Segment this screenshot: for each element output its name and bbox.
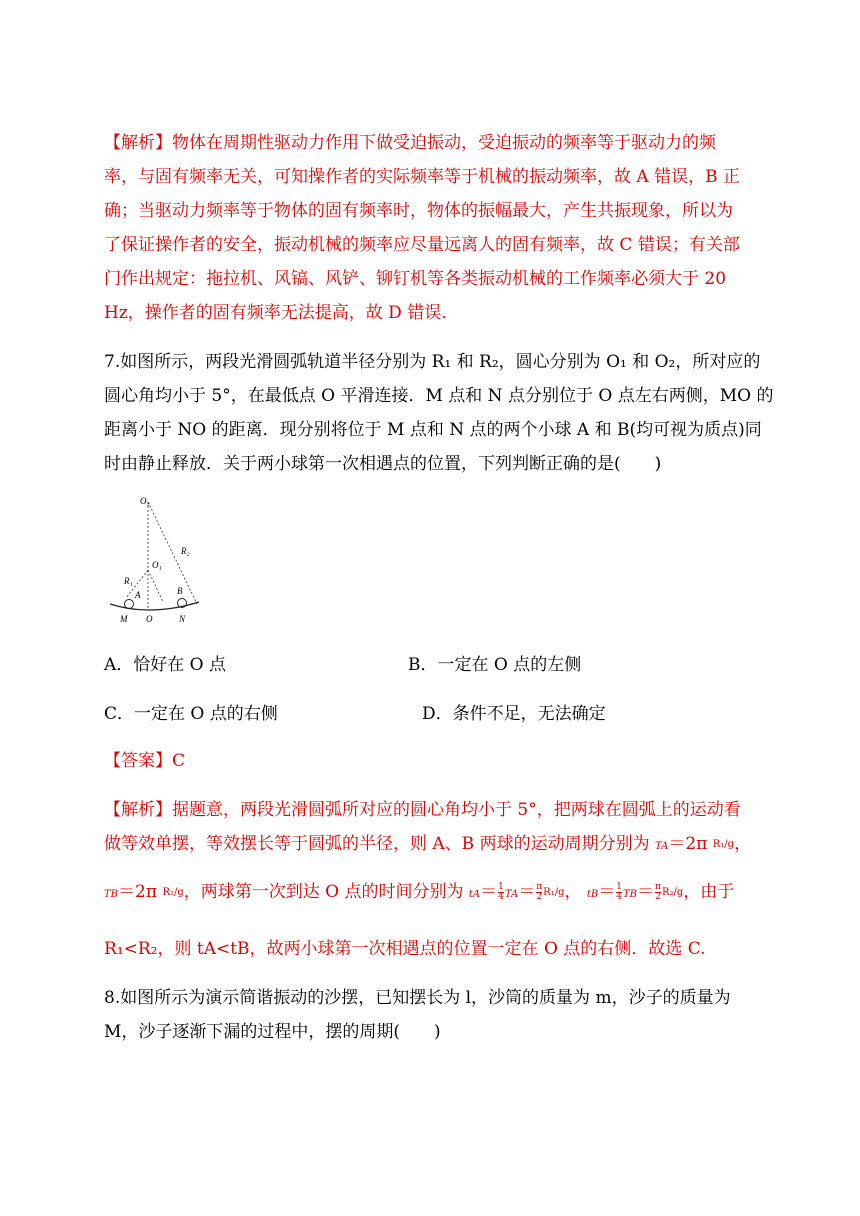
analysis-text: ＝ (637, 882, 655, 902)
fraction-pi-half: $\frac{\pi}{2}$ (536, 882, 543, 902)
text-line: 门作出规定：拖拉机、风镐、风铲、铆钉机等各类振动机械的工作频率必须大于 20 (104, 269, 727, 289)
period-a-symbol: TA (654, 841, 669, 852)
sqrt-r2-over-g: R₂/g (162, 886, 184, 898)
text-line: Hz，操作者的固有频率无法提高，故 D 错误． (104, 303, 459, 323)
analysis-text: ＝ (480, 882, 498, 902)
analysis-text: ＝ (598, 882, 616, 902)
analysis-text: ＝2π (118, 882, 158, 902)
label-o2: O₂ (140, 496, 150, 506)
text-line: 【解析】物体在周期性驱动力作用下做受迫振动，受迫振动的频率等于驱动力的频 (104, 133, 716, 153)
sqrt-r1-over-g: R₁/g (543, 886, 565, 898)
analysis-text: ，两球第一次到达 O 点的时间分别为 (183, 882, 464, 902)
question-line: 圆心角均小于 5°，在最低点 O 平滑连接．M 点和 N 点分别位于 O 点左右两侧，MO 的 (104, 386, 774, 406)
analysis-text: ， (564, 882, 582, 902)
question-line: M，沙子逐渐下漏的过程中，摆的周期( ) (104, 1022, 441, 1042)
question-line: 8.如图所示为演示简谐振动的沙摆，已知摆长为 l，沙筒的质量为 m，沙子的质量为 (104, 988, 731, 1008)
period-b-symbol: TB (623, 889, 638, 900)
analysis-text: ＝ (518, 882, 536, 902)
ball-a (125, 600, 134, 609)
label-a: A (135, 590, 141, 600)
label-r1: R₁ (124, 576, 133, 586)
label-o: O (146, 614, 153, 624)
question-line: 时由静止释放．关于两小球第一次相遇点的位置，下列判断正确的是( ) (104, 454, 662, 474)
option-d[interactable]: D．条件不足，无法确定 (422, 704, 606, 724)
label-n: N (179, 614, 186, 624)
option-b[interactable]: B．一定在 O 点的左侧 (408, 655, 582, 675)
time-b-symbol: tB (586, 889, 599, 900)
answer-line: 【答案】C (104, 751, 186, 771)
analysis-line (104, 881, 734, 906)
fraction-one-quarter: $\frac{1}{4}$ (616, 882, 622, 902)
question-line: 7.如图所示，两段光滑圆弧轨道半径分别为 R₁ 和 R₂，圆心分别为 O₁ 和 O₂，所对应的 (104, 352, 761, 372)
text-line: 了保证操作者的安全，振动机械的频率应尽量远离人的固有频率，故 C 错误；有关部 (104, 235, 740, 255)
analysis-line: 【解析】据题意，两段光滑圆弧所对应的圆心角均小于 5°，把两球在圆弧上的运动看 (104, 800, 741, 820)
period-b-symbol: TB (104, 889, 119, 900)
radius-r2-line (148, 502, 197, 604)
label-m: M (120, 614, 128, 624)
analysis-text: 做等效单摆，等效摆长等于圆弧的半径，则 A、B 两球的运动周期分别为 (104, 834, 650, 854)
fraction-one-quarter: $\frac{1}{4}$ (498, 882, 504, 902)
text-line: 率，与固有频率无关，可知操作者的实际频率等于机械的振动频率，故 A 错误，B 正 (104, 167, 740, 187)
option-c[interactable]: C．一定在 O 点的右侧 (104, 704, 278, 724)
sqrt-r1-over-g: R₁/g (712, 838, 735, 850)
analysis-line: R₁<R₂，则 tA<tB，故两小球第一次相遇点的位置一定在 O 点的右侧．故选 C. (104, 939, 706, 959)
analysis-text: ， (734, 834, 752, 854)
time-a-symbol: tA (468, 889, 481, 900)
sqrt-r2-over-g: R₂/g (661, 886, 684, 898)
analysis-line (104, 833, 751, 858)
label-b: B (177, 586, 183, 596)
analysis-text: ，由于 (683, 882, 735, 902)
arc-track-figure (104, 492, 214, 627)
question-line: 距离小于 NO 的距离．现分别将位于 M 点和 N 点的两个小球 A 和 B(均可视为质点)同 (104, 420, 762, 440)
fraction-pi-half: $\frac{\pi}{2}$ (655, 882, 661, 902)
label-r2: R₂ (181, 546, 190, 556)
period-a-symbol: TA (504, 889, 519, 900)
analysis-text: ＝2π (668, 834, 708, 854)
label-o1: O₁ (152, 560, 162, 570)
option-a[interactable]: A．恰好在 O 点 (104, 655, 227, 675)
dashed-line (148, 570, 163, 602)
text-line: 确；当驱动力频率等于物体的固有频率时，物体的振幅最大，产生共振现象，所以为 (104, 201, 733, 221)
